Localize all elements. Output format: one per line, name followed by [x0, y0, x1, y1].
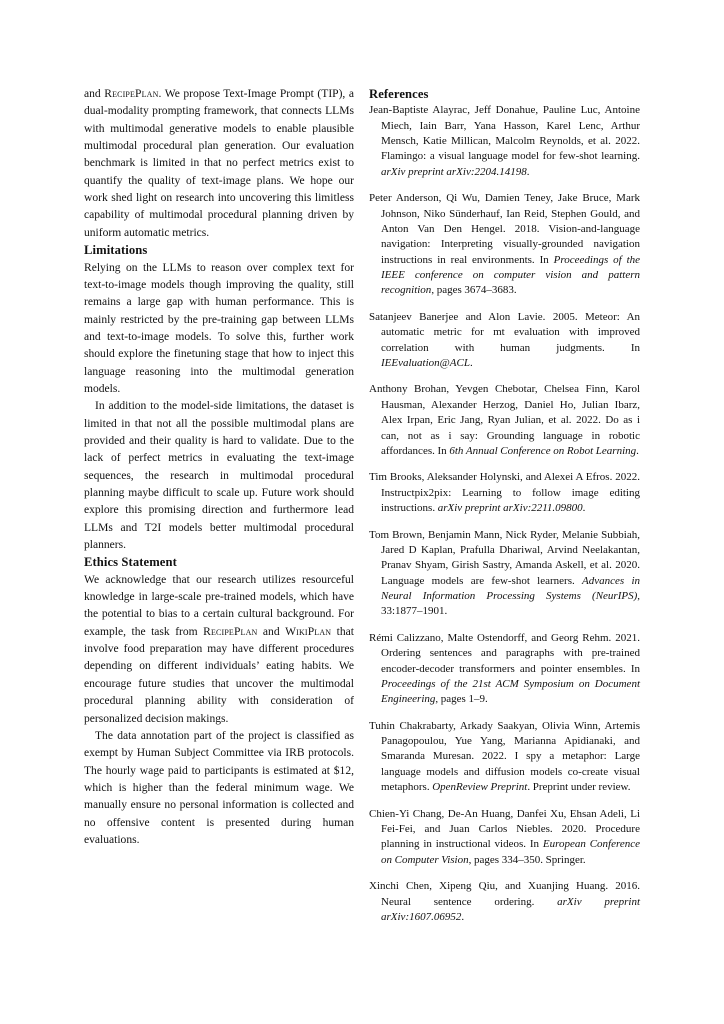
left-column: [84, 86, 355, 849]
reference-tail: .: [582, 502, 586, 515]
ethics-paragraph-1: We acknowledge that our research utilizes resourceful knowledge in large-scale pre-trained models, which have the potential to bias to a certain cultural background. For example, the task from RecipePlan and WikiPlan that involve food preparation may have different procedures depending on different individuals’ eating habits. We encourage future studies that uncover the multimodal procedural planning ability with consideration of personalized decision makings.: [84, 573, 354, 725]
wikiplan-smallcaps: WikiPlan: [285, 625, 332, 638]
reference-authors: Tom Brown, Benjamin Mann, Nick Ryder, Melanie Subbiah, Jared D Kaplan, Prafulla Dhariwal, Arvind Neelakantan, Pranav Shyam, Girish Sastry, Amanda Askell, et al.: [369, 528, 640, 572]
reference-venue-lead: In: [630, 662, 640, 675]
reference-entry: [369, 310, 640, 371]
reference-authors: Xinchi Chen, Xipeng Qiu, and Xuanjing Huang.: [369, 880, 609, 893]
section-heading-limitations: Limitations: [84, 243, 148, 258]
right-column: [369, 86, 640, 925]
reference-authors: Tuhin Chakrabarty, Arkady Saakyan, Olivia Winn, Artemis Panagopoulou, Yue Yang, Marianna Apidianaki, and Smaranda Muresan.: [369, 719, 640, 763]
reference-year: 2016.: [615, 880, 640, 893]
reference-tail: , pages 334–350. Springer.: [468, 853, 586, 866]
limitations-paragraph-1: Relying on the LLMs to reason over complex text for text-to-image models though improving the quality, still remains a large gap with human performance. This is mainly restricted by the pre-training gap between LLMs and text-to-image models. To solve this, further work should explore the finetuning stage that how to inject this language reasoning into the multimodal generation models.: [84, 261, 354, 395]
reference-title: Do as i can, not as i say: Grounding language in robotic affordances.: [381, 414, 641, 457]
reference-title: Language models are few-shot learners.: [381, 574, 575, 587]
reference-venue: OpenReview Preprint: [432, 781, 528, 794]
reference-tail: .: [636, 444, 639, 457]
ethics-paragraph-2: The data annotation part of the project is classified as exempt by Human Subject Committee via IRB protocols. The hourly wage paid to participants is estimated at $12, which is higher than the federal minimum wage. We manually ensure no personal information is collected and no offensive content is presented during human evaluations.: [84, 729, 354, 846]
reference-title: Ordering sentences and paragraphs with pre-trained encoder-decoder transformers and pointer ensembles.: [381, 647, 640, 675]
reference-venue-lead: In: [529, 838, 540, 851]
reference-year: 2022.: [482, 750, 507, 763]
reference-entry: [369, 807, 640, 868]
reference-venue: arXiv preprint arXiv:1607.06952: [381, 895, 640, 923]
limitations-paragraph-2: In addition to the model-side limitations, the dataset is limited in that not all the possible multimodal plans are provided and their quality is hard to validate. Due to the lack of perfect metrics in evaluating the text-image sequences, the research in multimodal procedural planning maybe difficult to scale up. Future work should explore this promising direction and furthermore lead LLMs and T2I models better multimodal procedural planners.: [84, 400, 354, 551]
reference-tail: , pages 3674–3683.: [431, 284, 517, 297]
reference-venue: Proceedings of the 21st ACM Symposium on Document Engineering: [381, 677, 640, 706]
reference-authors: Jean-Baptiste Alayrac, Jeff Donahue, Pauline Luc, Antoine Miech, Iain Barr, Yana Hasson, Karel Lenc, Arthur Mensch, Katie Millican, Malcolm Reynolds, et al.: [369, 104, 640, 148]
reference-tail: . Preprint under review.: [527, 781, 631, 794]
reference-venue: IEEvaluation@ACL: [381, 356, 470, 369]
reference-year: 2020.: [615, 559, 640, 572]
reference-tail: .: [526, 165, 530, 178]
reference-year: 2020.: [561, 823, 587, 835]
reference-entry: [369, 631, 640, 708]
reference-tail: , pages 1–9.: [435, 693, 488, 706]
reference-title: Neural sentence ordering.: [381, 895, 535, 908]
reference-venue: arXiv preprint arXiv:2211.09800: [437, 502, 583, 515]
references-list: [369, 103, 640, 925]
reference-title: Instructpix2pix: Learning to follow image editing instructions.: [381, 486, 640, 515]
reference-entry: [369, 382, 640, 459]
reference-venue: arXiv preprint arXiv:2204.14198: [381, 165, 527, 178]
reference-venue-lead: In: [437, 444, 447, 457]
reference-entry: [369, 103, 640, 180]
two-column-layout: [84, 86, 640, 925]
reference-venue-lead: In: [539, 253, 549, 266]
reference-year: 2022.: [576, 414, 601, 427]
reference-year: 2022.: [615, 135, 640, 148]
reference-entry: [369, 528, 640, 620]
reference-year: 2018.: [514, 223, 540, 235]
reference-title: Flamingo: a visual language model for few-shot learning.: [381, 150, 640, 163]
reference-venue: Proceedings of the IEEE conference on computer vision and pattern recognition: [381, 253, 641, 297]
reference-authors: Anthony Brohan, Yevgen Chebotar, Chelsea Finn, Karol Hausman, Alexander Herzog, Daniel Ho, Julian Ibarz, Alex Irpan, Eric Jang, Ryan Julian, et al.: [369, 383, 640, 427]
reference-title: I spy a metaphor: Large language models and diffusion models co-create visual metaphors.: [381, 750, 641, 794]
reference-title: Procedure planning in instructional videos.: [381, 823, 640, 851]
reference-authors: Rémi Calizzano, Malte Ostendorff, and Georg Rehm.: [369, 631, 612, 644]
reference-title: Meteor: An automatic metric for mt evaluation with improved correlation with human judgments.: [381, 310, 641, 354]
reference-authors: Satanjeev Banerjee and Alon Lavie.: [369, 310, 546, 323]
section-heading-ethics-statement: Ethics Statement: [84, 555, 177, 570]
reference-year: 2022.: [615, 471, 641, 484]
reference-entry: [369, 470, 640, 516]
reference-entry: [369, 719, 640, 796]
reference-entry: [369, 191, 640, 298]
recipeplan-smallcaps: RecipePlan: [104, 88, 159, 100]
reference-venue: 6th Annual Conference on Robot Learning: [449, 444, 637, 457]
reference-entry: [369, 879, 640, 925]
reference-tail: , 33:1877–1901.: [381, 589, 640, 618]
reference-venue: European Conference on Computer Vision: [381, 838, 640, 866]
reference-authors: Tim Brooks, Aleksander Holynski, and Alexei A Efros.: [369, 471, 613, 484]
reference-tail: .: [469, 356, 473, 369]
reference-authors: Chien-Yi Chang, De-An Huang, Danfei Xu, Ehsan Adeli, Li Fei-Fei, and Juan Carlos Niebles.: [369, 807, 640, 835]
section-heading-references: References: [369, 87, 429, 101]
reference-tail: .: [461, 910, 465, 923]
continued-paragraph: and RecipePlan. We propose Text-Image Prompt (TIP), a dual-modality prompting framework, that connects LLMs with multimodal generative models to enable plausible multimodal procedural plan generation. Our evaluation benchmark is limited in that no perfect metrics exist to quantify the quality of text-image plans. We hope our work shed light on research into uncovering this limitless capability of multimodal procedural planning driven by uniform automatic metrics.: [84, 88, 354, 239]
reference-title: Vision-and-language navigation: Interpreting visually-grounded navigation instructions in real environments.: [381, 223, 640, 266]
reference-year: 2005.: [552, 310, 578, 323]
recipeplan-smallcaps: RecipePlan: [203, 625, 258, 638]
reference-venue-lead: In: [630, 341, 640, 354]
reference-venue: Advances in Neural Information Processing Systems (NeurIPS): [381, 574, 640, 602]
reference-year: 2021.: [615, 631, 640, 644]
reference-authors: Peter Anderson, Qi Wu, Damien Teney, Jake Bruce, Mark Johnson, Niko Sünderhauf, Ian Reid, Stephen Gould, and Anton Van Den Hengel.: [369, 192, 640, 235]
